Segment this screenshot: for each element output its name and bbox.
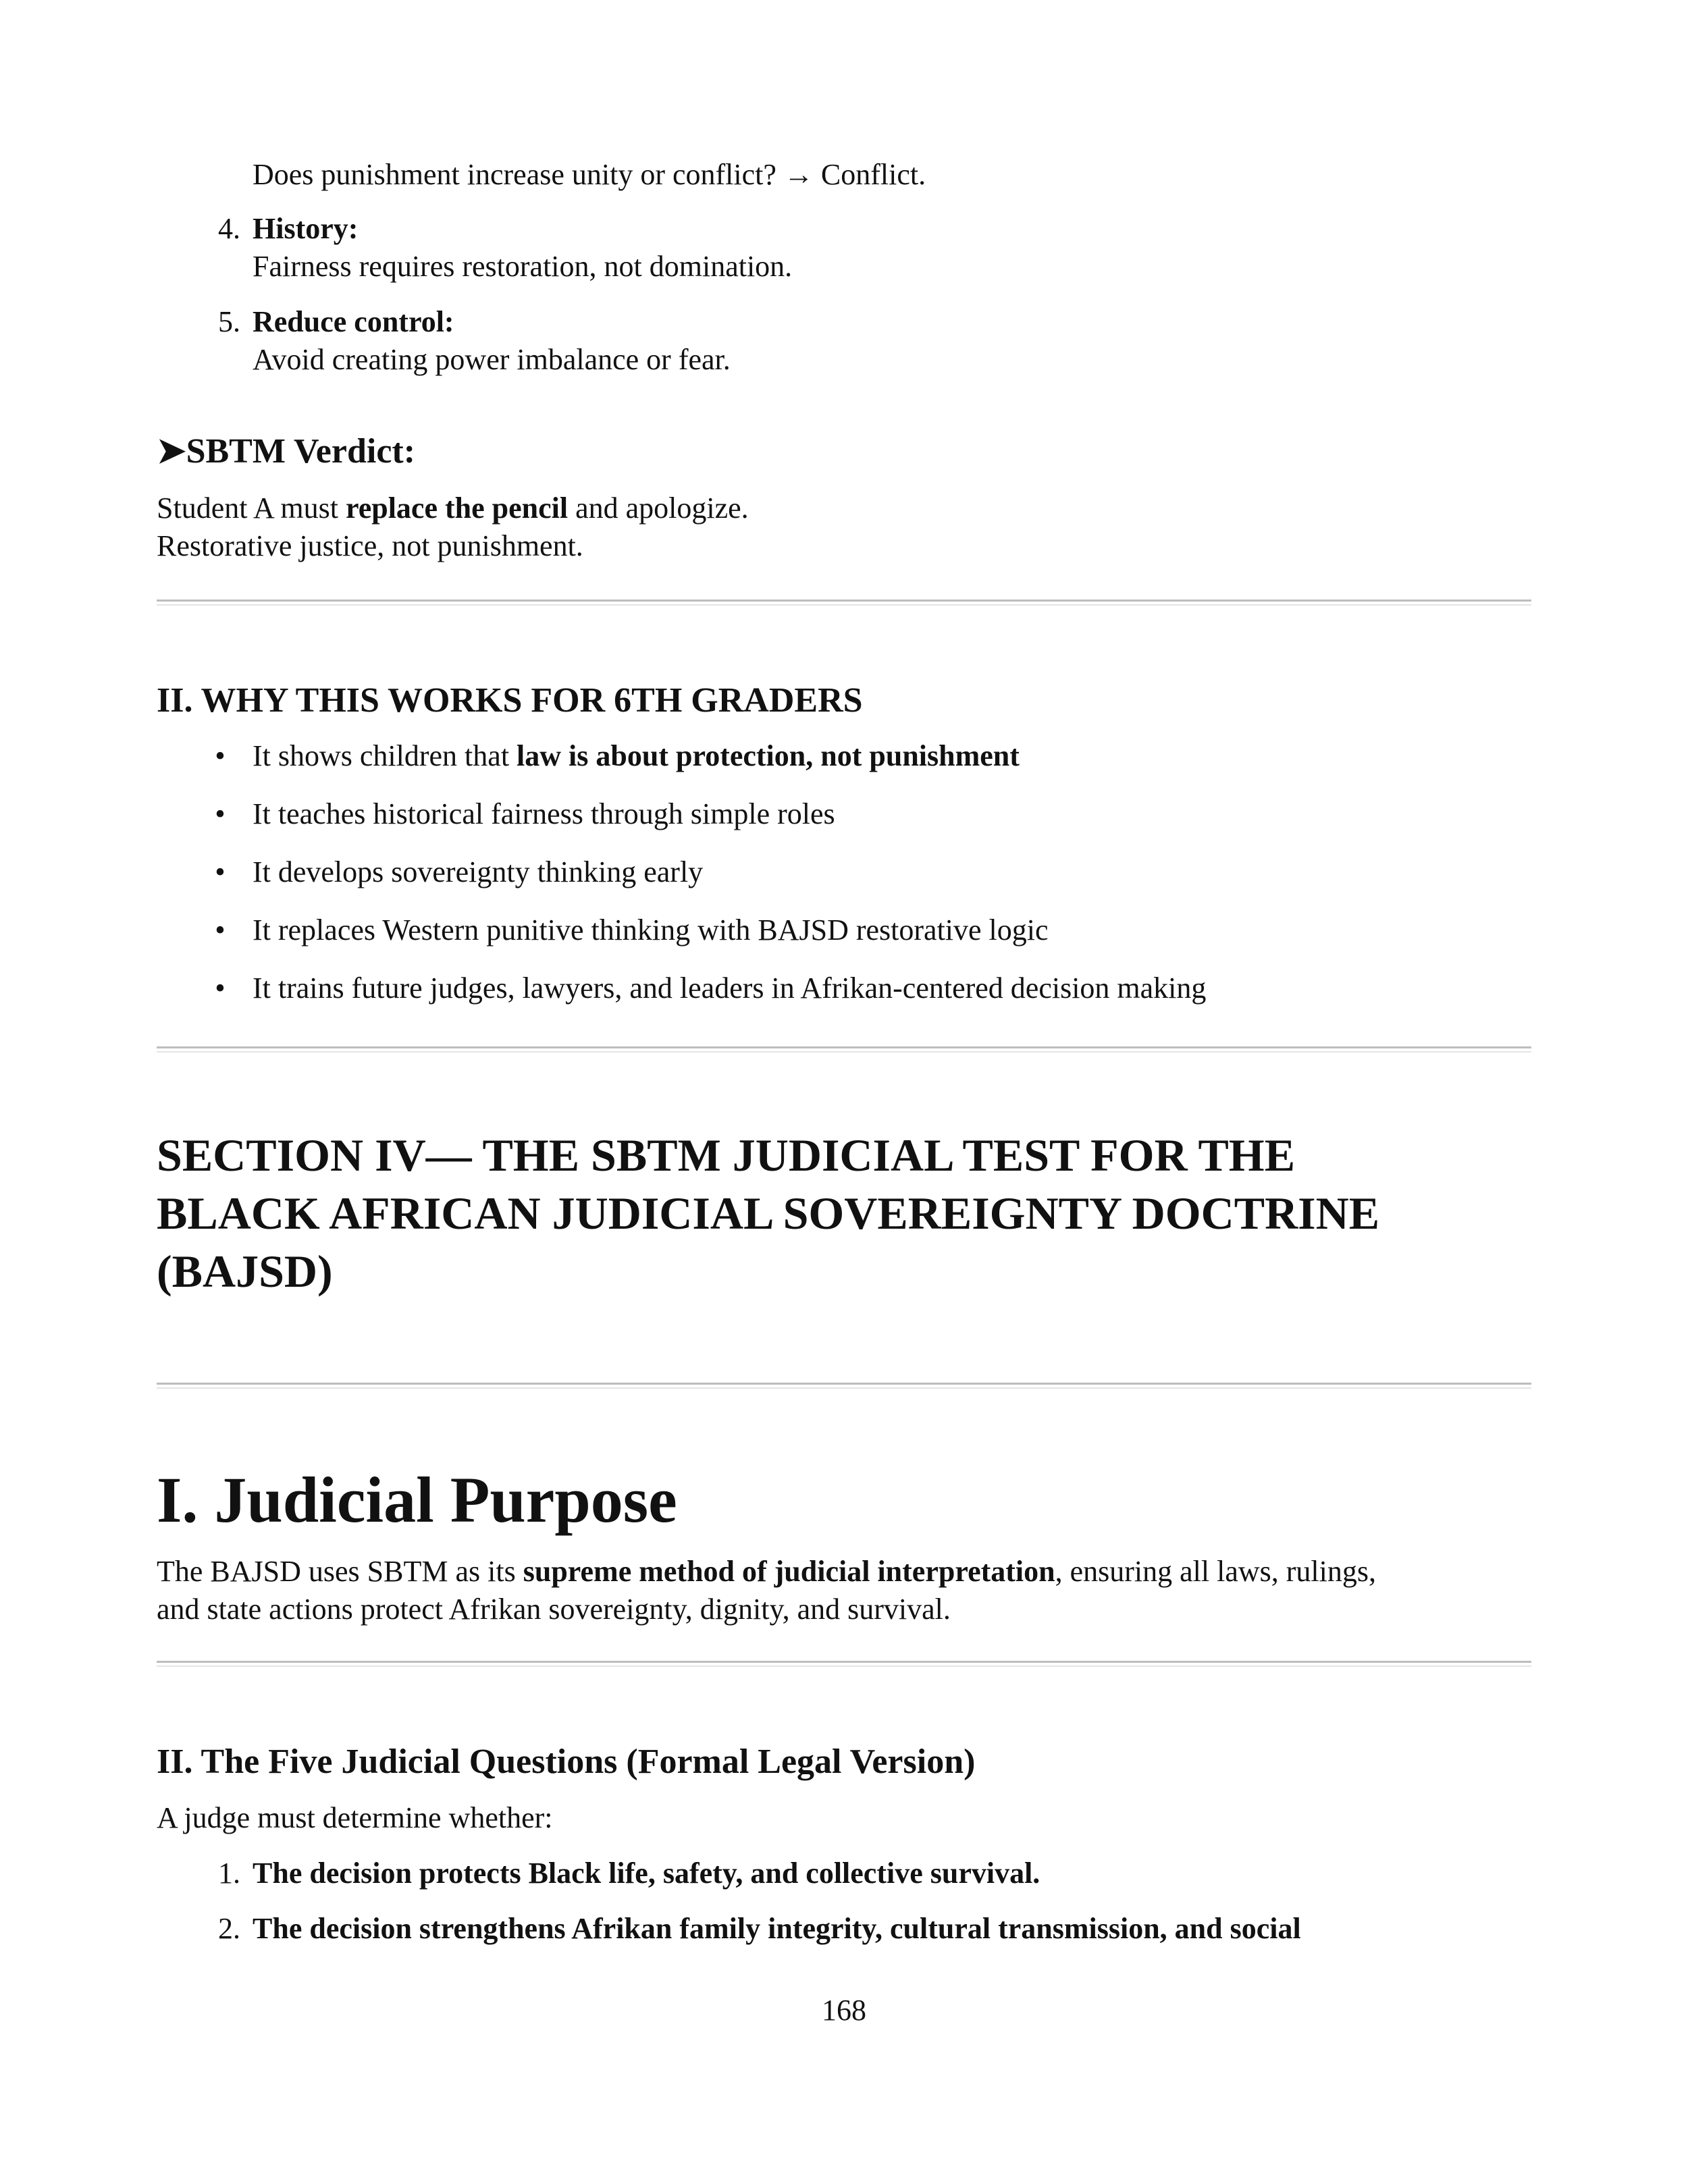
bullet-icon: • [215,971,226,1005]
question-number-1: 1. [218,1857,240,1890]
list-number-4: 4. [218,212,240,245]
verdict-line-1-bold: replace the pencil [345,491,569,525]
section-iv-heading-line-2: BLACK AFRICAN JUDICIAL SOVEREIGNTY DOCTRINE [157,1188,1380,1239]
bullet-icon: • [215,913,226,947]
why-heading: II. WHY THIS WORKS FOR 6TH GRADERS [157,681,863,720]
section-iv-heading-line-3: (BAJSD) [157,1246,333,1297]
list-number-5: 5. [218,305,240,338]
horizontal-rule [157,600,1531,606]
arrow-icon: ➤ [157,432,186,471]
judicial-purpose-heading: I. Judicial Purpose [157,1464,677,1536]
section-iv-heading [157,1126,1534,1300]
question-number-2: 2. [218,1912,240,1945]
purpose-line-2: and state actions protect Afrikan sovereignty, dignity, and survival. [157,1593,951,1626]
list-item-4-title: History: [253,212,359,245]
why-bullet-1-bold: law is about protection, not punishment [517,739,1020,772]
page-number: 168 [822,1994,866,2027]
bullet-icon: • [215,739,226,772]
question-2-text: The decision strengthens Afrikan family integrity, cultural transmission, and social [253,1912,1301,1945]
purpose-line-1-post: , ensuring all laws, rulings, [1055,1555,1376,1588]
why-bullet-4: It replaces Western punitive thinking with BAJSD restorative logic [253,913,1049,947]
horizontal-rule [157,1046,1531,1053]
purpose-line-1-bold: supreme method of judicial interpretation [523,1555,1055,1588]
bullet-icon: • [215,855,226,888]
verdict-line-2: Restorative justice, not punishment. [157,529,583,562]
verdict-heading-text: SBTM Verdict: [186,432,416,471]
verdict-line-1 [157,489,749,527]
why-bullet-1-pre: It shows children that [253,739,517,772]
purpose-line-1-pre: The BAJSD uses SBTM as its [157,1555,523,1588]
verdict-heading [157,430,415,473]
question-1-text: The decision protects Black life, safety, and collective survival. [253,1857,1040,1890]
list-item-3-continuation: Does punishment increase unity or conflict? → Conflict. [253,158,926,191]
why-bullet-2: It teaches historical fairness through simple roles [253,797,835,830]
purpose-line-1 [157,1553,1376,1591]
questions-intro: A judge must determine whether: [157,1801,553,1834]
verdict-line-1-pre: Student A must [157,491,346,525]
horizontal-rule [157,1383,1531,1389]
why-bullet-1 [253,737,1020,775]
bullet-icon: • [215,797,226,830]
list-item-5-title: Reduce control: [253,305,454,338]
horizontal-rule [157,1661,1531,1667]
judicial-questions-heading: II. The Five Judicial Questions (Formal Legal Version) [157,1742,976,1781]
list-item-4-text: Fairness requires restoration, not domination. [253,250,793,283]
list-item-5-text: Avoid creating power imbalance or fear. [253,343,731,376]
section-iv-heading-line-1: SECTION IV— THE SBTM JUDICIAL TEST FOR THE [157,1129,1296,1181]
why-bullet-5: It trains future judges, lawyers, and leaders in Afrikan-centered decision making [253,971,1207,1005]
why-bullet-3: It develops sovereignty thinking early [253,855,704,888]
verdict-line-1-post: and apologize. [568,491,749,525]
